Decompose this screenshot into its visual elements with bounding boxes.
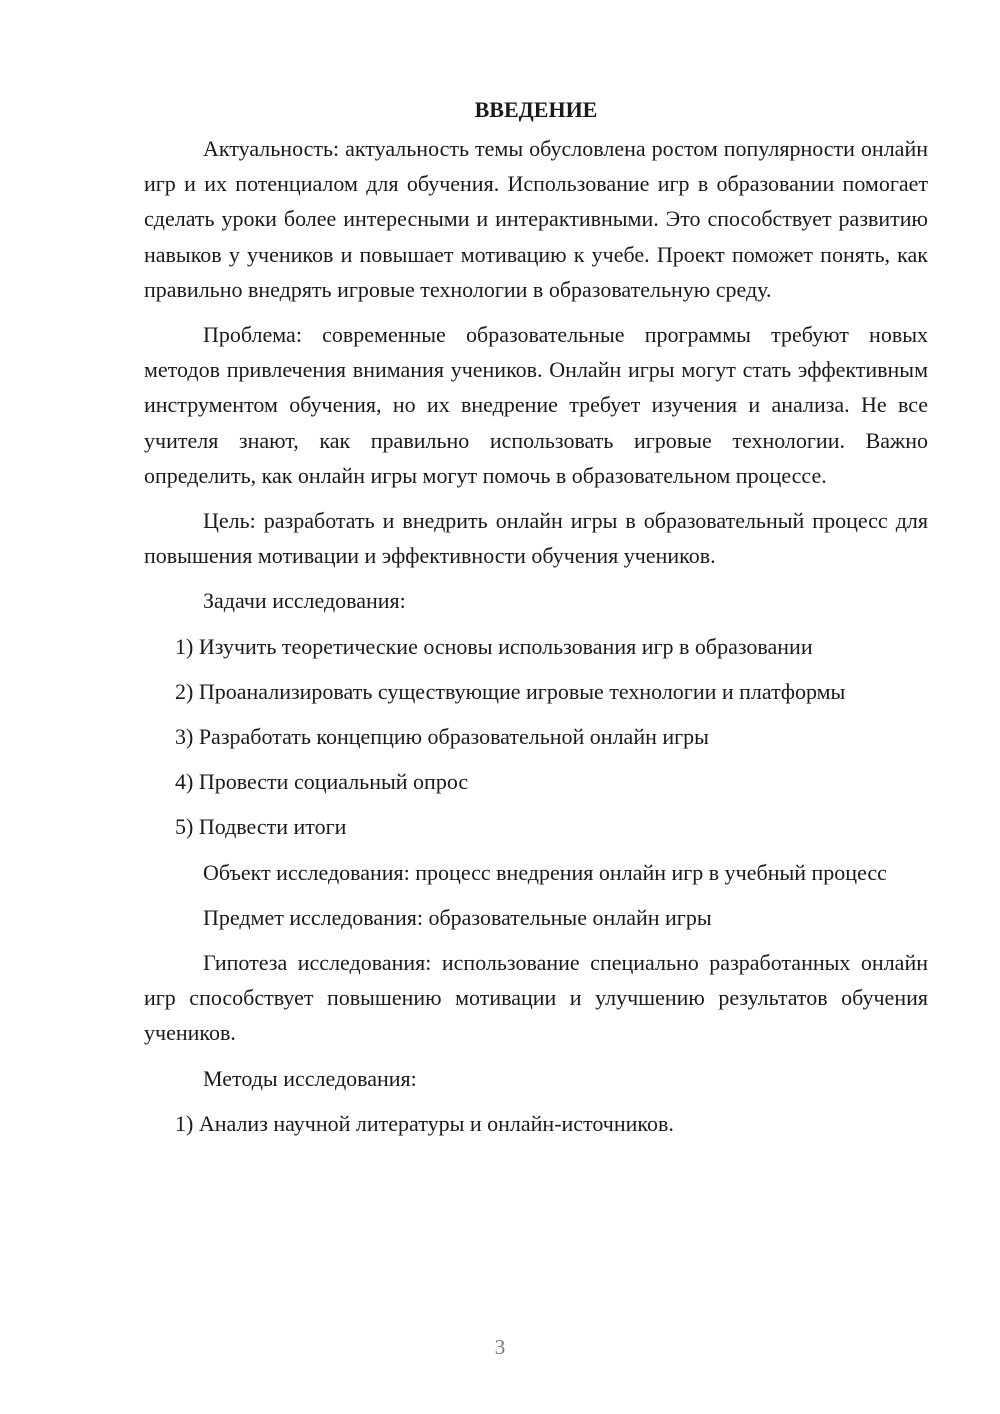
page-number: 3	[494, 1335, 506, 1359]
task-item-2: 2) Проанализировать существующие игровые технологии и платформы	[175, 678, 846, 704]
task-item-4: 4) Провести социальный опрос	[175, 769, 469, 795]
problem-paragraph: Проблема: современные образовательные программы требуют новых методов привлечения внимания учеников. Онлайн игры могут стать эффективным инструментом обучения, но их внедрение требует изучения и анализа. Не все учителя знают, как правильно использовать игровые технологии. Важно определить, как онлайн игры могут помочь в образовательном процессе.	[144, 322, 928, 488]
document-page	[144, 92, 928, 1141]
task-item-3: 3) Разработать концепцию образовательной онлайн игры	[175, 724, 709, 750]
goal-paragraph: Цель: разработать и внедрить онлайн игры в образовательный процесс для повышения мотивации и эффективности обучения учеников.	[144, 508, 928, 569]
tasks-heading: Задачи исследования:	[203, 588, 406, 614]
page-title: ВВЕДЕНИЕ	[474, 97, 598, 122]
task-item-1: 1) Изучить теоретические основы использования игр в образовании	[175, 633, 813, 659]
research-object-paragraph: Объект исследования: процесс внедрения онлайн игр в учебный процесс	[203, 859, 887, 885]
relevance-paragraph: Актуальность: актуальность темы обусловлена ростом популярности онлайн игр и их потенциалом для обучения. Использование игр в образовании помогает сделать уроки более интересными и интерактивными. Это способствует развитию навыков у учеников и повышает мотивацию к учебе. Проект поможет понять, как правильно внедрять игровые технологии в образовательную среду.	[144, 136, 928, 302]
task-item-5: 5) Подвести итоги	[175, 814, 347, 840]
research-hypothesis-paragraph: Гипотеза исследования: использование специально разработанных онлайн игр способствует повышению мотивации и улучшению результатов обучения учеников.	[144, 950, 928, 1046]
methods-heading: Методы исследования:	[203, 1065, 417, 1091]
research-subject-paragraph: Предмет исследования: образовательные онлайн игры	[203, 904, 712, 930]
method-item-1: 1) Анализ научной литературы и онлайн-источников.	[175, 1110, 674, 1136]
